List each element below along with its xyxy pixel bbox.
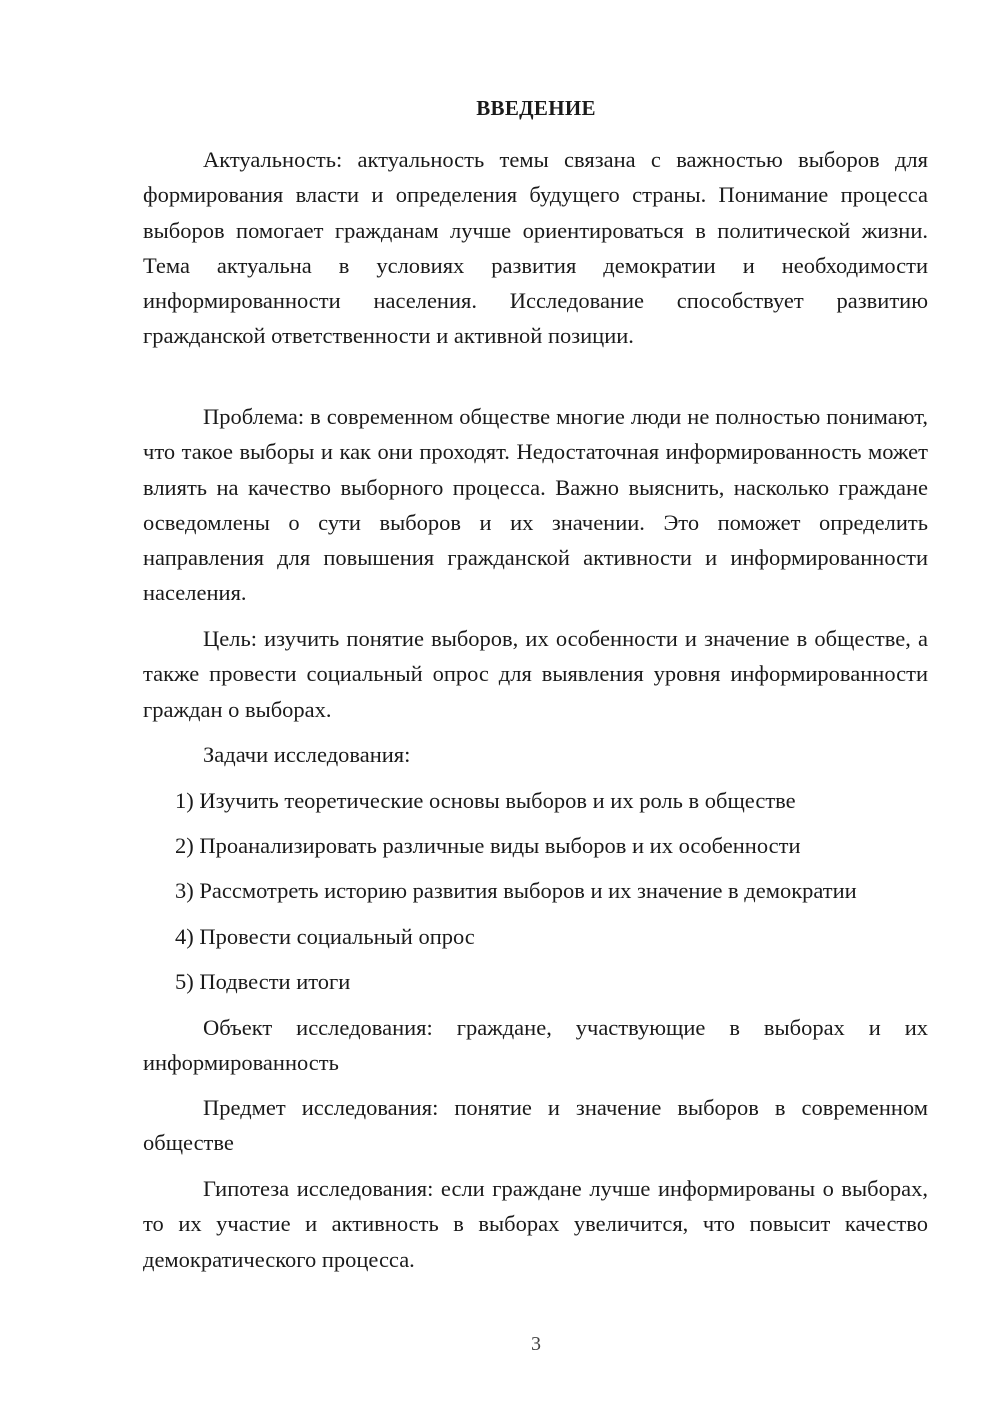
paragraph-problem: Проблема: в современном обществе многие люди не полностью понимают, что такое выборы и как они проходят. Недостаточная информированность может влиять на качество выборного процесса. Важно выяснить, насколько граждане осведомлены о сути выборов и их значении. Это поможет определить направления для повышения гражданской активности и информированности населения. [143,404,928,606]
paragraph-goal: Цель: изучить понятие выборов, их особенности и значение в обществе, а также провести социальный опрос для выявления уровня информированности граждан о выборах. [143,626,928,722]
task-item-5: 5) Подвести итоги [175,969,351,994]
paragraph-hypothesis: Гипотеза исследования: если граждане лучше информированы о выборах, то их участие и активность в выборах увеличится, что повысит качество демократического процесса. [143,1176,928,1272]
paragraph-relevance: Актуальность: актуальность темы связана с важностью выборов для формирования власти и определения будущего страны. Понимание процесса выборов помогает гражданам лучше ориентироваться в политической жизни. Тема актуальна в условиях развития демократии и необходимости информированности населения. Исследование способствует развитию гражданской ответственности и активной позиции. [143,147,928,349]
paragraph-object: Объект исследования: граждане, участвующие в выборах и их информированность [143,1015,928,1076]
task-item-2: 2) Проанализировать различные виды выборов и их особенности [175,833,801,858]
task-item-4: 4) Провести социальный опрос [175,924,475,949]
tasks-title: Задачи исследования: [203,742,411,767]
page-title: ВВЕДЕНИЕ [476,96,596,120]
task-item-3: 3) Рассмотреть историю развития выборов и их значение в демократии [175,878,857,903]
paragraph-subject: Предмет исследования: понятие и значение выборов в современном обществе [143,1095,928,1156]
task-item-1: 1) Изучить теоретические основы выборов и их роль в обществе [175,788,796,813]
page-number: 3 [531,1333,541,1355]
